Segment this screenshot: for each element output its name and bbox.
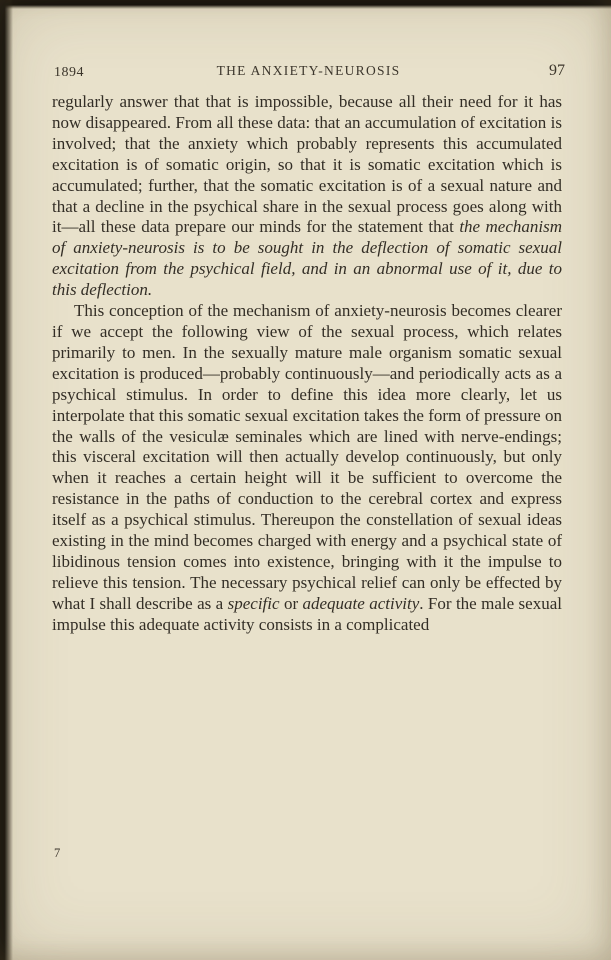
text-run-italic: specific [227,593,280,613]
running-head [52,62,565,84]
scan-edge-left [0,0,13,960]
signature-mark: 7 [54,846,61,860]
paragraph-2 [52,301,562,636]
text-run-normal: or [279,593,303,613]
text-run-normal: . For the male sexual impulse this adequate activity consists in a complicated [52,593,562,634]
page-title: THE ANXIETY-NEUROSIS [216,63,401,78]
page-number: 97 [549,62,565,79]
paragraph-1 [52,92,562,301]
text-run-normal: regularly answer that that is impossible, because all their need for it has now disappeared. From all these data: that an accumulation of excitation is involved; that the anxiety which probably represents this accumulated excitation is of somatic origin, so that it is somatic excitation which is accumulated; further, that the somatic excitation is of a sexual nature and that a decline in the psychical share in the sexual process goes along with it—all these data prepare our minds for the statement that [52,92,562,237]
text-run-normal: This conception of the mechanism of anxiety-neurosis becomes clearer if we accept the following view of the sexual process, which relates primarily to men. In the sexually mature male organism somatic sexual excitation is produced—probably continuously—and periodically acts as a psychical stimulus. In order to define this idea more clearly, let us interpolate that this somatic sexual excitation takes the form of pressure on the walls of the vesiculæ seminales which are lined with nerve-endings; this visceral excitation will then actually develop continuously, but only when it reaches a certain height will it be sufficient to overcome the resistance in the paths of conduction to the cerebral cortex and express itself as a psychical stimulus. Thereupon the constellation of sexual ideas existing in the mind becomes charged with energy and a psychical state of libidinous tension comes into existence, bringing with it the impulse to relieve this tension. The necessary psychical relief can only be effected by what I shall describe as a [52,301,562,613]
scan-edge-top [0,0,611,9]
text-run-italic: adequate activity [302,593,420,613]
text-run-italic: the mechanism of anxiety-neurosis is to be sought in the deflection of somatic sexual excitation from the psychical field, and in an abnormal use of it, due to this deflection. [52,217,562,300]
page-body [52,92,562,636]
year-label: 1894 [54,65,84,80]
